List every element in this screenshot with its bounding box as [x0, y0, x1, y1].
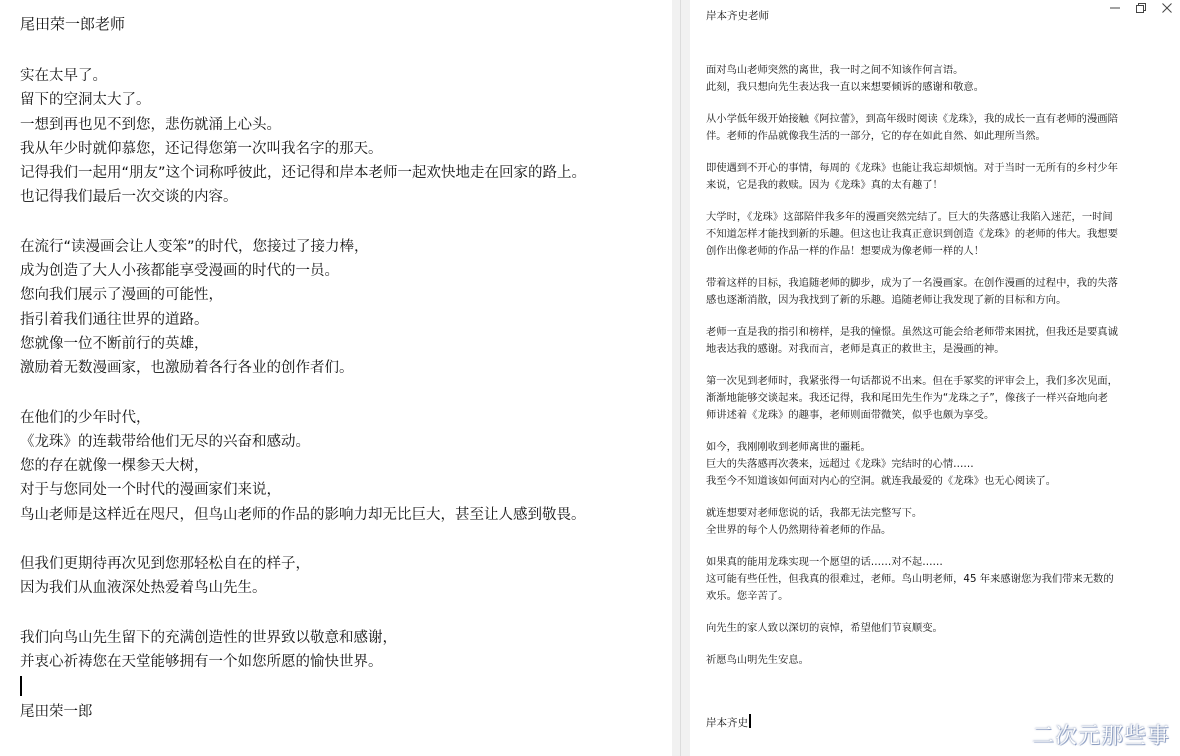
window-controls	[1108, 2, 1174, 14]
text-line: 伴。老师的作品就像我生活的一部分，它的存在如此自然、如此理所当然。	[706, 129, 1046, 142]
text-line: 记得我们一起用“朋友”这个词称呼彼此，还记得和岸本老师一起欢快地走在回家的路上。	[20, 165, 587, 182]
text-cursor	[20, 676, 22, 696]
text-line: 并衷心祈祷您在天堂能够拥有一个如您所愿的愉快世界。	[20, 653, 383, 670]
text-line: 如今，我刚刚收到老师离世的噩耗。	[706, 441, 871, 454]
paragraph	[20, 64, 670, 210]
text-line: 面对鸟山老师突然的离世，我一时之间不知该作何言语。	[706, 64, 964, 76]
text-line: 来说，它是我的救赎。因为《龙珠》真的太有趣了！	[706, 178, 943, 191]
letter-body	[706, 62, 1180, 685]
text-cursor	[749, 714, 751, 728]
text-line: 对于与您同处一个时代的漫画家们来说，	[20, 482, 281, 499]
paragraph	[706, 209, 1180, 259]
letter-title: 尾田荣一郎老师	[20, 15, 126, 33]
text-line: 激励着无数漫画家，也激励着各行各业的创作者们。	[20, 360, 354, 377]
close-icon[interactable]	[1160, 2, 1174, 14]
paragraph	[20, 235, 670, 381]
text-line: 向先生的家人致以深切的哀悼，希望他们节哀顺变。	[706, 622, 943, 635]
paragraph	[20, 626, 670, 675]
text-line: 我们向鸟山先生留下的充满创造性的世界致以敬意和感谢，	[20, 629, 397, 646]
text-line: 这可能有些任性，但我真的很难过，老师。鸟山明老师，45 年来感谢您为我们带来无数的	[706, 573, 1114, 586]
text-line: 此刻，我只想向先生表达我一直以来想要倾诉的感谢和敬意。	[706, 80, 985, 93]
letter-signature: 尾田荣一郎	[20, 704, 93, 720]
text-line: 我从年少时就仰慕您，还记得您第一次叫我名字的那天。	[20, 140, 383, 157]
text-line: 带着这样的目标，我追随老师的脚步，成为了一名漫画家。在创作漫画的过程中，我的失落	[706, 277, 1118, 290]
watermark: 二次元那些事	[1031, 724, 1170, 749]
paragraph	[706, 324, 1180, 358]
text-line: 在流行“读漫画会让人变笨”的时代，您接过了接力棒，	[20, 238, 369, 255]
text-line: 鸟山老师是这样近在咫尺，但鸟山老师的作品的影响力却无比巨大，甚至让人感到敬畏。	[20, 506, 586, 523]
paragraph	[706, 160, 1180, 194]
text-line: 如果真的能用龙珠实现一个愿望的话……对不起……	[706, 556, 943, 569]
text-line: 师讲述着《龙珠》的趣事，老师则面带微笑，似乎也颇为享受。	[706, 408, 995, 421]
letter-kishimoto	[690, 0, 1180, 756]
restore-icon[interactable]	[1134, 2, 1148, 14]
paragraph	[706, 439, 1180, 489]
paragraph	[706, 652, 1180, 669]
text-line: 大学时，《龙珠》这部陪伴我多年的漫画突然完结了。巨大的失落感让我陷入迷茫，一时间	[706, 211, 1113, 224]
paragraph	[706, 554, 1180, 604]
text-line: 您的存在就像一棵参天大树，	[20, 458, 209, 475]
text-line: 指引着我们通往世界的道路。	[20, 311, 209, 328]
text-line: 从小学低年级开始接触《阿拉蕾》，到高年级时阅读《龙珠》，我的成长一直有老师的漫画陪	[706, 113, 1118, 126]
text-line: 即使遇到不开心的事情，每周的《龙珠》也能让我忘却烦恼。对于当时一无所有的乡村少年	[706, 162, 1118, 175]
minimize-icon[interactable]	[1108, 2, 1122, 14]
text-line: 因为我们从血液深处热爱着鸟山先生。	[20, 580, 267, 597]
text-line: 实在太早了。	[20, 68, 107, 84]
text-line: 第一次见到老师时，我紧张得一句话都说不出来。但在手冢奖的评审会上，我们多次见面，	[706, 375, 1118, 388]
paragraph	[706, 62, 1180, 96]
text-line: 老师一直是我的指引和榜样，是我的憧憬。虽然这可能会给老师带来困扰，但我还是要真诚	[706, 326, 1118, 339]
text-line: 在他们的少年时代，	[20, 409, 151, 426]
paragraph	[706, 620, 1180, 637]
letter-signature-row	[706, 714, 751, 731]
letter-signature: 岸本齐史	[706, 717, 748, 729]
text-line: 感也逐渐消散，因为我找到了新的乐趣。追随老师让我发现了新的目标和方向。	[706, 293, 1067, 306]
letter-body	[20, 64, 670, 699]
letter-title: 岸本齐史老师	[706, 10, 769, 22]
text-line: 渐渐地能够交谈起来。我还记得，我和尾田先生作为“龙珠之子”，像孩子一样兴奋地向老	[706, 392, 1108, 405]
paragraph	[706, 505, 1180, 539]
paragraph	[706, 275, 1180, 309]
text-line: 成为创造了大人小孩都能享受漫画的时代的一员。	[20, 263, 339, 280]
text-line: 不知道怎样才能找到新的乐趣。但这也让我真正意识到创造《龙珠》的老师的伟大。我想要	[706, 228, 1118, 241]
text-line: 巨大的失落感再次袭来，远超过《龙珠》完结时的心情……	[706, 458, 974, 471]
text-line: 您就像一位不断前行的英雄，	[20, 335, 209, 352]
text-line: 《龙珠》的连载带给他们无尽的兴奋和感动。	[20, 433, 310, 450]
text-line: 欢乐。您辛苦了。	[706, 589, 789, 602]
text-line: 祈愿鸟山明先生安息。	[706, 654, 809, 667]
paragraph	[20, 406, 670, 527]
paragraph	[20, 552, 670, 601]
panel-divider	[672, 0, 690, 756]
text-line: 就连想要对老师您说的话，我都无法完整写下。	[706, 507, 923, 520]
text-line: 我至今不知道该如何面对内心的空洞。就连我最爱的《龙珠》也无心阅读了。	[706, 474, 1057, 487]
text-line: 创作出像老师的作品一样的作品！想要成为像老师一样的人！	[706, 244, 985, 257]
paragraph	[706, 373, 1180, 423]
text-line: 但我们更期待再次见到您那轻松自在的样子，	[20, 556, 310, 573]
text-line: 一想到再也见不到您，悲伤就涌上心头。	[20, 116, 281, 133]
text-line: 留下的空洞太大了。	[20, 92, 151, 109]
paragraph	[706, 111, 1180, 145]
text-line: 也记得我们最后一次交谈的内容。	[20, 189, 238, 206]
text-line: 全世界的每个人仍然期待着老师的作品。	[706, 523, 892, 536]
text-line: 您向我们展示了漫画的可能性，	[20, 287, 223, 304]
text-line: 地表达我的感谢。对我而言，老师是真正的救世主，是漫画的神。	[706, 343, 1005, 356]
